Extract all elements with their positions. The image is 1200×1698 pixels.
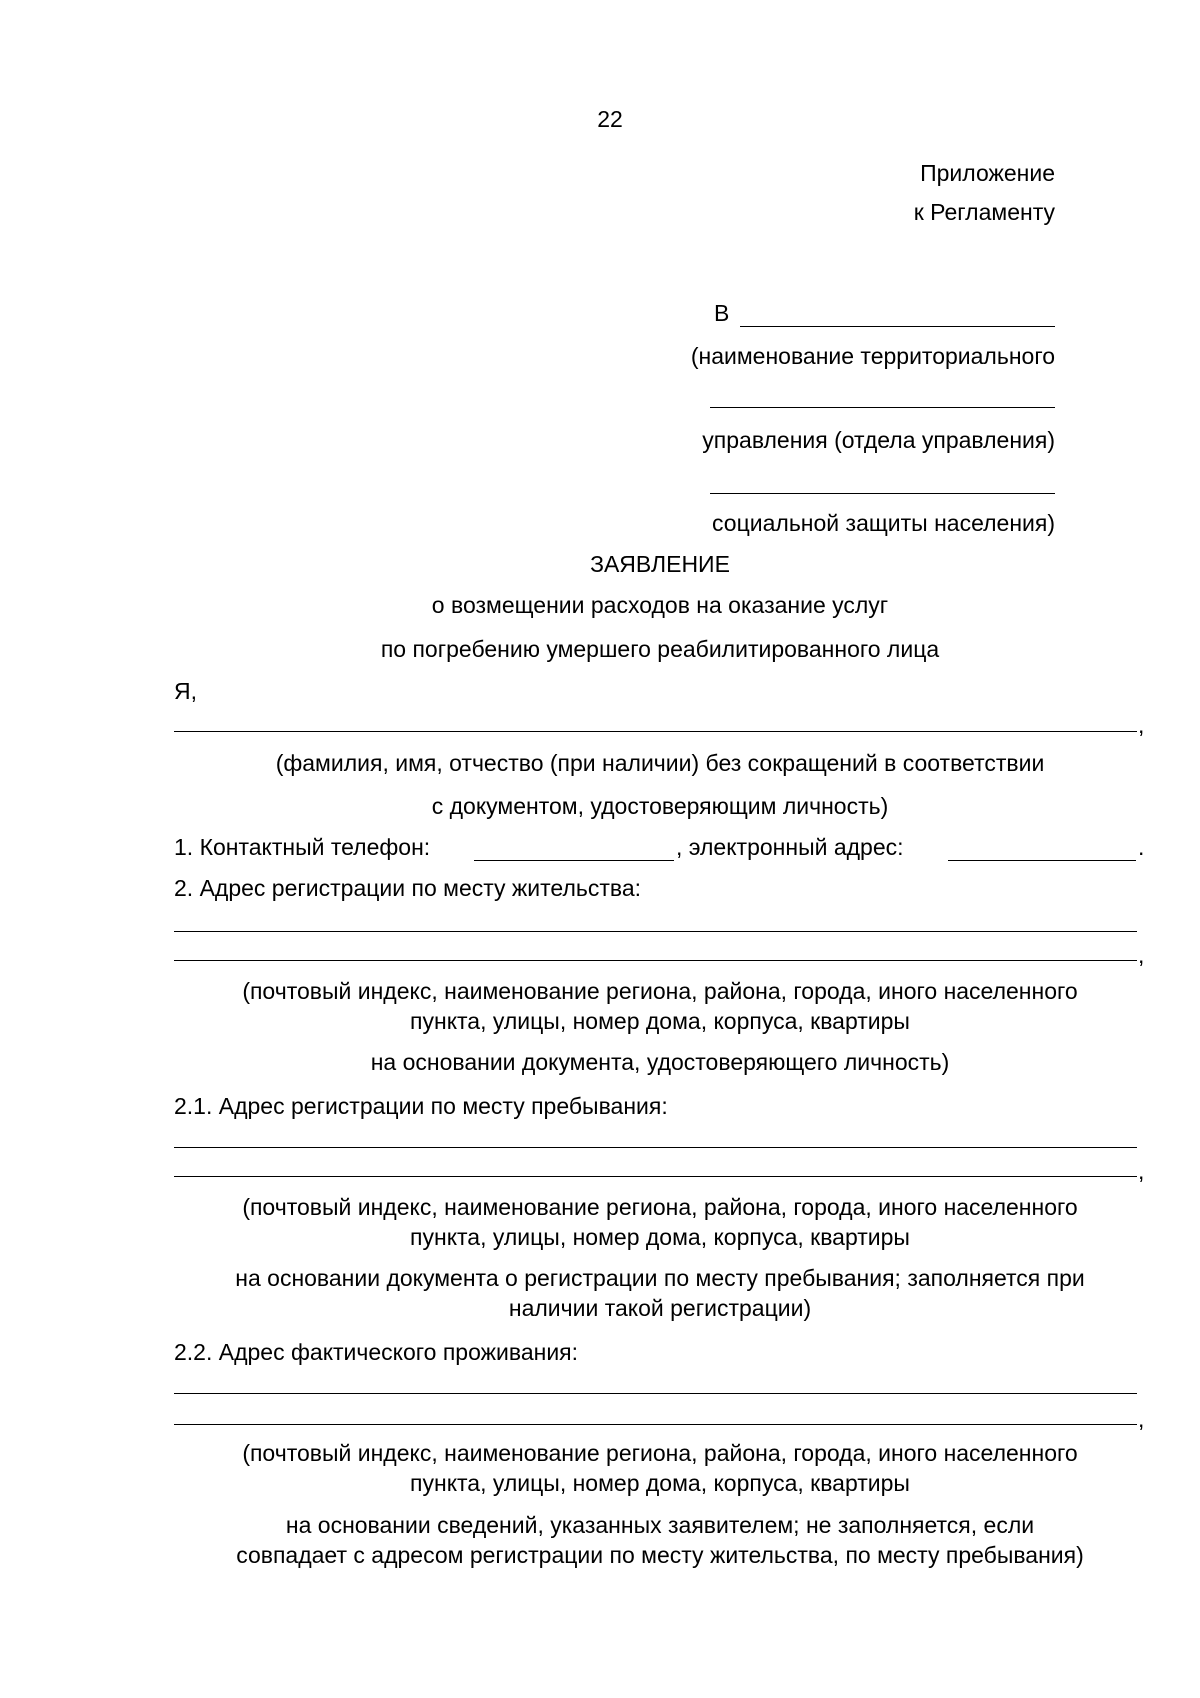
document-subtitle-2: по погребению умершего реабилитированного лица — [380, 636, 940, 662]
residence-caption-3: на основании документа, удостоверяющего личность) — [370, 1049, 950, 1075]
stay-caption-3: на основании документа о регистрации по месту пребывания; заполняется при — [235, 1265, 1085, 1291]
applicant-name-line[interactable] — [174, 731, 1137, 732]
residence-caption-2: пункта, улицы, номер дома, корпуса, квартиры — [410, 1008, 910, 1034]
residence-comma: , — [1138, 942, 1145, 968]
actual-line-2[interactable] — [174, 1424, 1137, 1425]
appendix-title: Приложение — [920, 160, 1055, 186]
addressee-caption-3: социальной защиты населения) — [712, 510, 1055, 536]
email-field[interactable] — [948, 860, 1136, 861]
actual-line-1[interactable] — [174, 1393, 1137, 1394]
residence-label: 2. Адрес регистрации по месту жительства: — [174, 875, 642, 901]
addressee-line-1[interactable] — [740, 326, 1055, 327]
email-label: , электронный адрес: — [676, 834, 904, 860]
actual-label: 2.2. Адрес фактического проживания: — [174, 1339, 579, 1365]
addressee-caption-1: (наименование территориального — [690, 343, 1055, 369]
actual-caption-4: совпадает с адресом регистрации по месту жительства, по месту пребывания) — [236, 1542, 1084, 1568]
contacts-period: . — [1138, 834, 1145, 860]
applicant-caption-1: (фамилия, имя, отчество (при наличии) без сокращений в соответствии — [275, 750, 1045, 776]
actual-comma: , — [1138, 1406, 1145, 1432]
stay-line-1[interactable] — [174, 1147, 1137, 1148]
addressee-caption-2: управления (отдела управления) — [702, 427, 1055, 453]
stay-caption-2: пункта, улицы, номер дома, корпуса, квартиры — [410, 1224, 910, 1250]
actual-caption-2: пункта, улицы, номер дома, корпуса, квартиры — [410, 1470, 910, 1496]
addressee-line-3[interactable] — [710, 493, 1055, 494]
addressee-prefix: В — [714, 300, 730, 326]
applicant-intro: Я, — [174, 678, 197, 704]
actual-caption-3: на основании сведений, указанных заявителем; не заполняется, если — [285, 1512, 1035, 1538]
stay-line-2[interactable] — [174, 1176, 1137, 1177]
stay-caption-4: наличии такой регистрации) — [508, 1295, 812, 1321]
stay-comma: , — [1138, 1158, 1145, 1184]
stay-label: 2.1. Адрес регистрации по месту пребывания: — [174, 1093, 668, 1119]
residence-line-2[interactable] — [174, 960, 1137, 961]
actual-caption-1: (почтовый индекс, наименование региона, района, города, иного населенного — [242, 1440, 1078, 1466]
addressee-line-2[interactable] — [710, 407, 1055, 408]
applicant-comma: , — [1138, 712, 1145, 738]
appendix-subtitle: к Регламенту — [913, 199, 1055, 225]
page-number: 22 — [597, 106, 623, 132]
phone-label: 1. Контактный телефон: — [174, 834, 431, 860]
applicant-caption-2: с документом, удостоверяющим личность) — [431, 793, 889, 819]
residence-caption-1: (почтовый индекс, наименование региона, района, города, иного населенного — [242, 978, 1078, 1004]
stay-caption-1: (почтовый индекс, наименование региона, района, города, иного населенного — [242, 1194, 1078, 1220]
document-heading: ЗАЯВЛЕНИЕ — [590, 551, 730, 577]
residence-line-1[interactable] — [174, 931, 1137, 932]
phone-field[interactable] — [474, 860, 674, 861]
document-subtitle-1: о возмещении расходов на оказание услуг — [431, 592, 889, 618]
